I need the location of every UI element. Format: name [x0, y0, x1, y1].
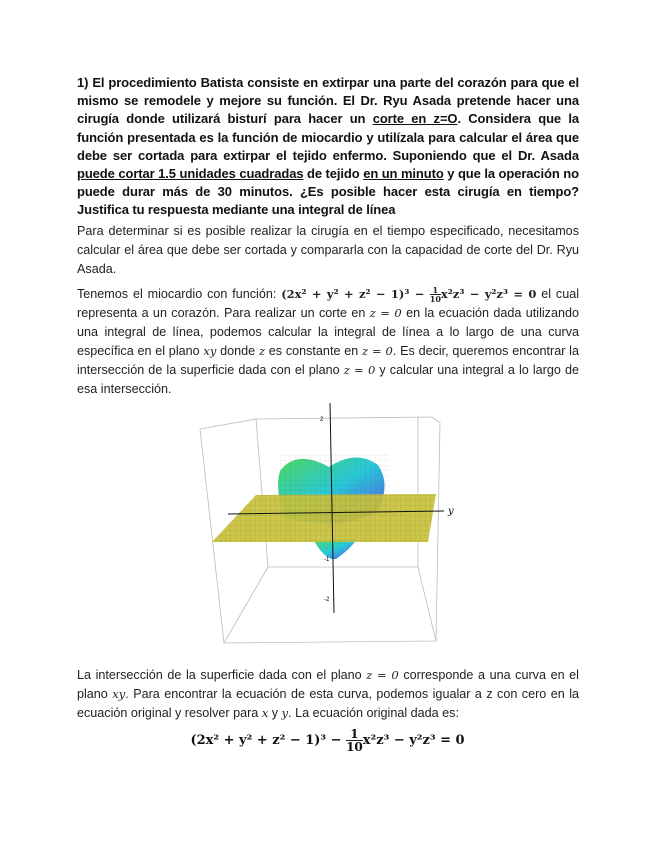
equation-part: x²z³ − y²z³ = 0 — [362, 733, 465, 748]
math: z = 0 — [369, 306, 402, 320]
fraction-numerator: 1 — [430, 286, 441, 295]
text: y — [268, 706, 282, 720]
text: . La ecuación original dada es: — [288, 706, 459, 720]
question-text: 1) El procedimiento Batista consiste en extirpar una parte del corazón para que el mismo se remodele y mejore su función. El Dr. Ryu Asada pretende hacer una cirugía donde utilizará bisturí para hacer un — [77, 75, 579, 127]
question-statement — [77, 74, 579, 220]
text: es constante en — [265, 344, 362, 358]
math: x — [261, 706, 269, 720]
tick-label: -2 — [324, 597, 330, 603]
underlined-capacity: puede cortar 1.5 unidades cuadradas — [77, 166, 304, 182]
heart-lower — [314, 539, 356, 559]
underlined-cut: corte en z=O — [372, 111, 458, 127]
text: Tenemos el miocardio con función: — [77, 287, 282, 301]
math: z = 0 — [343, 363, 376, 377]
math: y — [281, 706, 289, 720]
inline-equation: x²z³ − y²z³ = 0 — [440, 287, 537, 301]
question-text: y que la operación no puede durar más de 30 minutos. ¿Es posible hacer esta cirugía en tiempo? Justifica tu respuesta mediante una integral de línea — [77, 166, 579, 218]
equation-part: (2x² + y² + z² − 1)³ − — [190, 733, 347, 748]
paragraph-intersection — [77, 666, 579, 723]
fraction-denominator: 10 — [429, 294, 441, 305]
fraction-denominator: 10 — [346, 740, 363, 754]
display-equation — [0, 728, 655, 753]
text: . Es decir, queremos encontrar la intersección de la superficie dada con el plano — [77, 344, 579, 377]
math: xy — [112, 687, 126, 701]
tick-label: -1 — [324, 557, 330, 563]
question-text: de tejido — [303, 166, 364, 182]
text: . Para encontrar la ecuación de esta curva, podemos igualar a z con cero en la ecuación original y resolver para — [77, 687, 579, 720]
question-text: . Considera que la función presentada es la función de miocardio y utilízala para calcular el área que debe ser cortada para extirpar el tejido enfermo. Suponiendo que el Dr. Asada — [77, 111, 579, 163]
underlined-time: en un minuto — [363, 166, 444, 182]
y-axis-label: y — [448, 506, 454, 517]
text: corresponde a una curva en el plano — [77, 668, 579, 701]
paragraph-function — [77, 285, 579, 399]
tick-label: 2 — [320, 417, 324, 423]
math: z = 0 — [361, 344, 393, 358]
fraction-numerator: 1 — [346, 728, 363, 741]
fraction — [430, 286, 441, 303]
fraction — [346, 728, 363, 753]
text: La intersección de la superficie dada con el plano — [77, 668, 367, 682]
paragraph-intro: Para determinar si es posible realizar la cirugía en el tiempo especificado, necesitamos calcular el área que debe ser cortada y compararla con la capacidad de corte del Dr. Ryu Asada. — [77, 224, 579, 276]
math: z = 0 — [366, 668, 399, 682]
inline-equation: (2x² + y² + z² − 1)³ − — [281, 287, 430, 301]
text: donde — [216, 344, 259, 358]
text: en la ecuación dada utilizando una integral de línea, podemos calcular la integral de línea a lo largo de una curva específica en el plano — [77, 306, 579, 358]
math: xy — [203, 344, 217, 358]
heart-surface-figure — [196, 401, 454, 651]
text: el cual representa a un corazón. Para realizar un corte en — [77, 287, 579, 320]
math: z — [258, 344, 265, 358]
text: y calcular una integral a lo largo de esa intersección. — [77, 363, 579, 396]
